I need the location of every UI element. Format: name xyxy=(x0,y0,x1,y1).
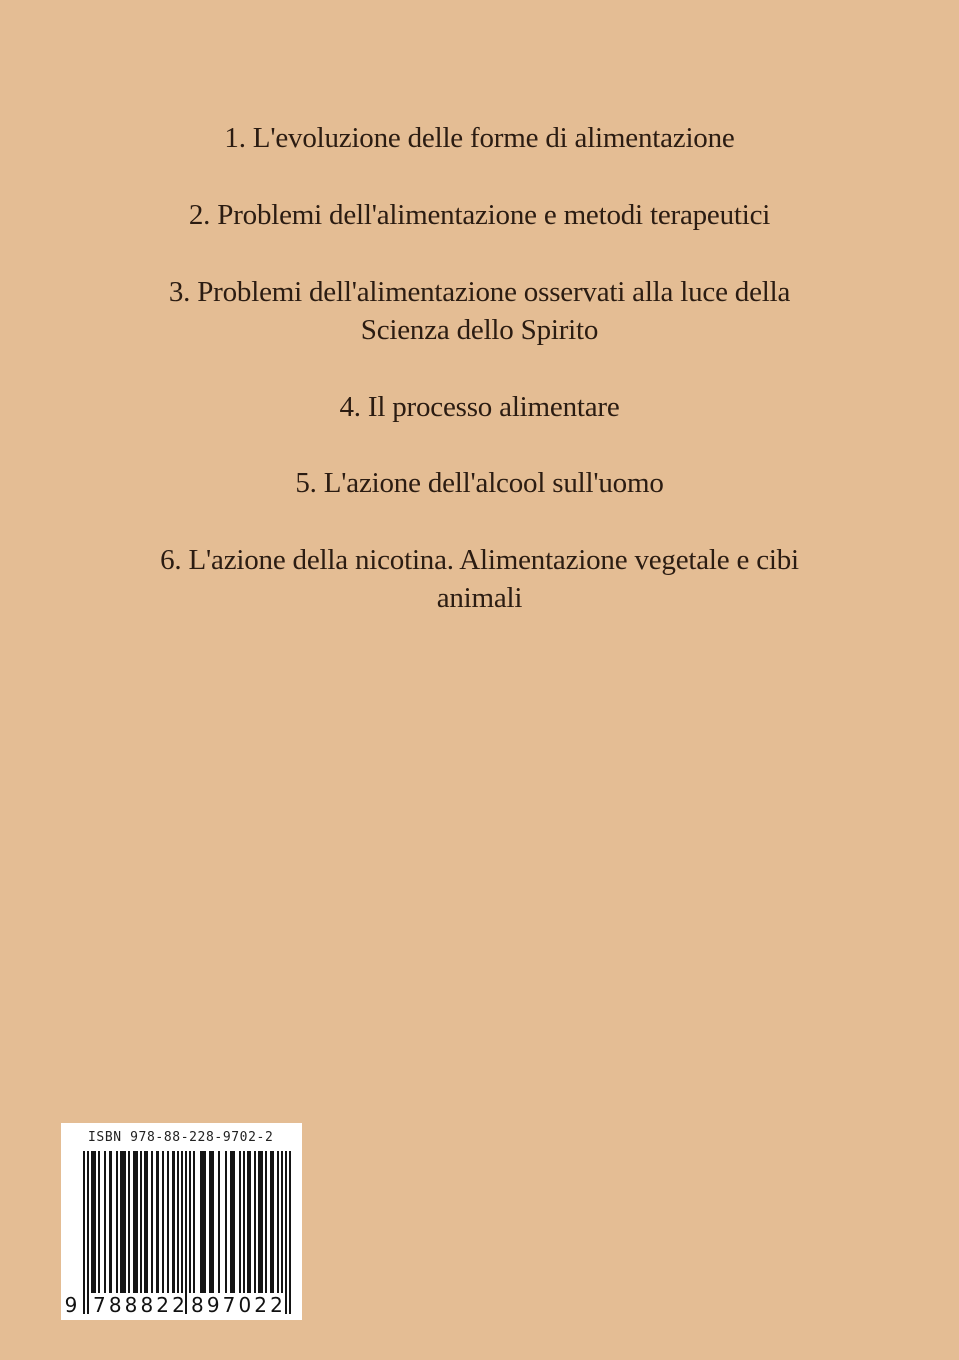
toc-item-6-line-2: animali xyxy=(436,582,523,614)
toc-item-6 xyxy=(0,541,959,617)
toc-item-6-line-1: 6. L'azione della nicotina. Alimentazione vegetale e cibi xyxy=(160,544,799,576)
toc-item-1-line-1: 1. L'evoluzione delle forme di alimentazione xyxy=(224,122,735,154)
ean-first-digit: 9 xyxy=(64,1293,78,1317)
toc-item-4-line-1: 4. Il processo alimentare xyxy=(339,391,620,423)
toc-item-1 xyxy=(0,119,959,157)
toc-item-2-line-1: 2. Problemi dell'alimentazione e metodi terapeutici xyxy=(188,199,771,231)
toc-item-2 xyxy=(0,196,959,234)
toc-item-3 xyxy=(0,273,959,349)
isbn-barcode xyxy=(61,1123,302,1320)
isbn-label: ISBN 978-88-228-9702-2 xyxy=(88,1130,274,1145)
ean-digits xyxy=(61,1293,302,1317)
toc-item-3-line-2: Scienza dello Spirito xyxy=(360,314,599,346)
ean-left-group: 788822 xyxy=(93,1293,188,1317)
toc-item-5 xyxy=(0,464,959,502)
barcode-bars-icon xyxy=(83,1151,291,1314)
toc-item-4 xyxy=(0,388,959,426)
toc-item-3-line-1: 3. Problemi dell'alimentazione osservati alla luce della xyxy=(168,276,791,308)
toc-item-5-line-1: 5. L'azione dell'alcool sull'uomo xyxy=(295,467,664,499)
ean-right-group: 897022 xyxy=(191,1293,286,1317)
